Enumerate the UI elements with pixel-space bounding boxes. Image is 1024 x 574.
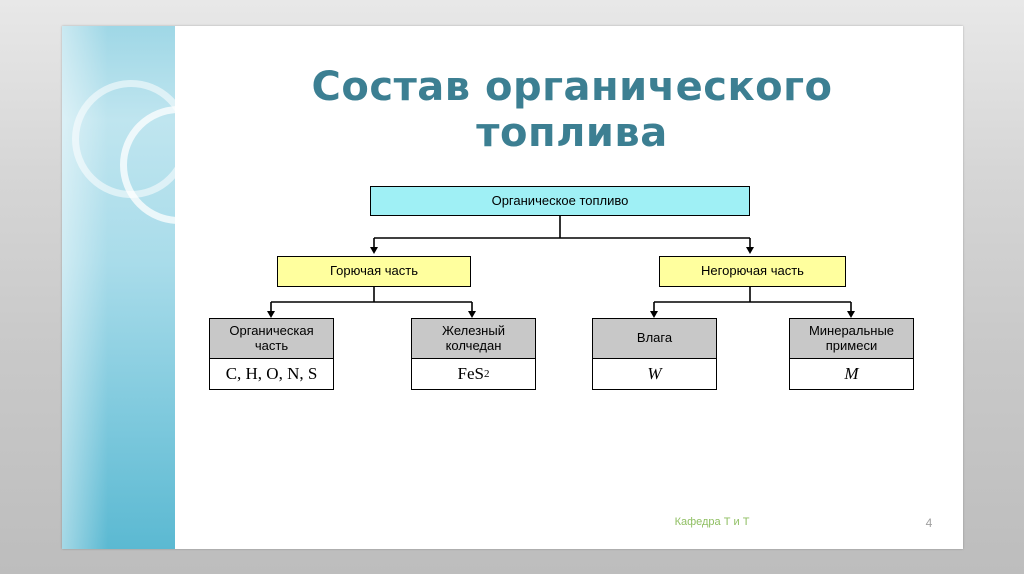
diagram-node-pyrite-value <box>411 359 536 390</box>
diagram-node-pyrite-header <box>411 318 536 359</box>
diagram-node-minerals-header <box>789 318 914 359</box>
diagram-node-moisture-label: Влага <box>636 330 673 346</box>
diagram-node-organic-value-text: C, H, O, N, S <box>225 364 318 384</box>
diagram-nodes <box>62 26 963 549</box>
diagram-node-noncombustible <box>659 256 846 287</box>
presentation-slide <box>62 26 963 549</box>
diagram-node-root-label: Органическое топливо <box>491 192 629 208</box>
diagram-node-pyrite-label-line1: Железный <box>442 322 505 338</box>
slide-footer-department: Кафедра Т и Т <box>674 516 750 528</box>
diagram-node-minerals-value-text: M <box>844 364 859 384</box>
diagram-node-minerals-label-line1: Минеральные <box>808 322 895 338</box>
diagram-node-pyrite-value-text: FeS <box>457 364 484 384</box>
diagram-node-noncombustible-label: Негорючая часть <box>701 263 804 279</box>
diagram-node-moisture-value <box>592 359 717 390</box>
diagram-node-pyrite-label-line2: колчедан <box>445 337 502 353</box>
slide-page-number: 4 <box>925 516 933 530</box>
diagram-node-combustible-label: Горючая часть <box>330 263 418 279</box>
diagram-node-root <box>370 186 750 216</box>
diagram-node-moisture-value-text: W <box>647 364 662 384</box>
diagram-node-organic-value <box>209 359 334 390</box>
diagram-node-minerals-label-line2: примеси <box>825 337 878 353</box>
diagram-node-organic-label-line2: часть <box>254 337 289 353</box>
diagram-node-combustible <box>277 256 471 287</box>
diagram-node-organic-label-line1: Органическая <box>229 322 314 338</box>
diagram-node-moisture-header <box>592 318 717 359</box>
slide-title: Состав органического топлива <box>311 64 833 156</box>
diagram-node-pyrite-value-subscript: 2 <box>483 367 490 380</box>
diagram-node-minerals-value <box>789 359 914 390</box>
diagram-node-organic-header <box>209 318 334 359</box>
